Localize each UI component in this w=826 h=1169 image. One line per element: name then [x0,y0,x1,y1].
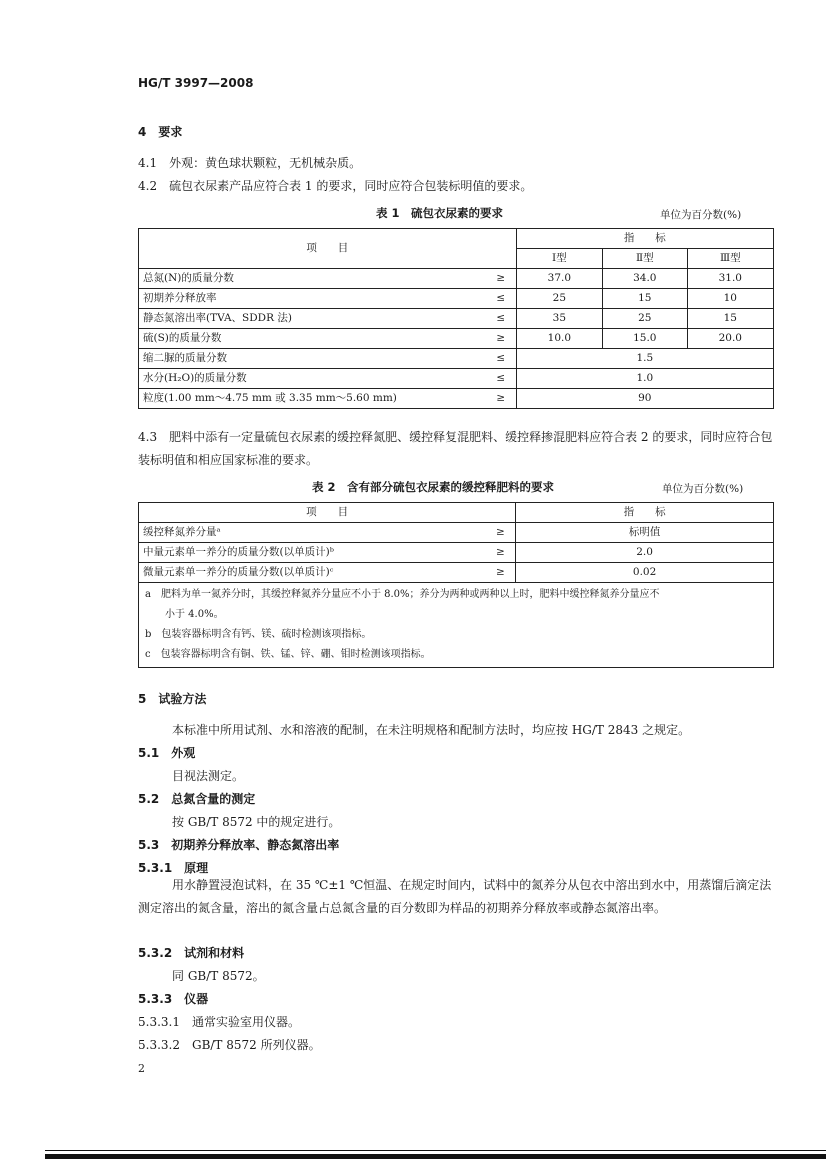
table-row [139,269,774,289]
row-symbol: ≥ [486,389,516,409]
row-symbol: ≥ [485,563,515,583]
section-5-intro: 本标准中所用试剂、水和溶液的配制，在未注明规格和配制方法时，均应按 HG/T 2843 之规定。 [172,723,691,737]
row-value-type2: 25 [603,309,687,329]
row-symbol: ≤ [486,289,516,309]
section-5-heading: 5 试验方法 [138,692,207,706]
row-name: 总氮(N)的质量分数 [139,269,487,289]
row-name: 硫(S)的质量分数 [139,329,487,349]
row-value-type1: 25 [516,289,602,309]
table1-header-type1: Ⅰ型 [516,249,602,269]
row-value: 2.0 [516,543,774,563]
row-symbol: ≥ [486,269,516,289]
bottom-rule-thin [45,1150,826,1151]
table-row [139,563,774,583]
row-value: 1.5 [516,349,773,369]
section-5-3-1-heading: 5.3.1 原理 [138,861,209,875]
table-row [139,523,774,543]
section-5-2-heading: 5.2 总氮含量的测定 [138,792,256,806]
row-value: 1.0 [516,369,773,389]
table2-header-index: 指 标 [516,503,774,523]
row-value-type3: 10 [687,289,773,309]
table1-header-item: 项 目 [139,229,517,269]
page-number: 2 [138,1062,145,1075]
standard-number: HG/T 3997—2008 [138,76,254,90]
row-value-type3: 20.0 [687,329,773,349]
section-5-1-heading: 5.1 外观 [138,746,196,760]
row-name: 中量元素单一养分的质量分数(以单质计)ᵇ [139,543,486,563]
table2-header-item: 项 目 [139,503,516,523]
table1 [138,228,774,409]
row-name: 缓控释氮养分量ᵃ [139,523,486,543]
section-5-3-heading: 5.3 初期养分释放率、静态氮溶出率 [138,838,340,852]
section-5-2-text: 按 GB/T 8572 中的规定进行。 [172,815,341,829]
section-5-3-1-text: 用水静置浸泡试料，在 35 ℃±1 ℃恒温、在规定时间内，试料中的氮养分从包衣中溶出到水中，用蒸馏后滴定法测定溶出的氮含量，溶出的氮含量占总氮含量的百分数即为样品的初期养分释放率或静态氮溶出率。 [138,878,772,915]
clause-4-1: 4.1 外观：黄色球状颗粒，无机械杂质。 [138,156,362,170]
table-row [139,389,774,409]
row-value-type3: 31.0 [687,269,773,289]
table2-note-c: c 包装容器标明含有铜、铁、锰、锌、硼、钼时检测该项指标。 [145,649,431,660]
row-value-type2: 15.0 [603,329,687,349]
section-5-3-3-heading: 5.3.3 仪器 [138,992,209,1006]
bottom-rule-thick [45,1154,826,1159]
row-symbol: ≥ [485,523,515,543]
row-name: 微量元素单一养分的质量分数(以单质计)ᶜ [139,563,486,583]
clause-4-3: 4.3 肥料中添有一定量硫包衣尿素的缓控释氮肥、缓控释复混肥料、缓控释掺混肥料应符合表 2 的要求，同时应符合包装标明值和相应国家标准的要求。 [138,430,773,467]
table2-note-a: a 肥料为单一氮养分时，其缓控释氮养分量应不小于 8.0%；养分为两种或两种以上时，肥料中缓控释氮养分量应不 [145,589,660,600]
row-value-type2: 15 [603,289,687,309]
row-symbol: ≥ [486,329,516,349]
table1-unit: 单位为百分数(%) [660,209,742,221]
table-row [139,349,774,369]
section-5-3-3-2: 5.3.3.2 GB/T 8572 所列仪器。 [138,1038,321,1052]
row-value-type1: 35 [516,309,602,329]
table-row [139,329,774,349]
table1-header-index: 指 标 [516,229,773,249]
row-value: 标明值 [516,523,774,543]
table2 [138,502,774,668]
table2-caption: 表 2 含有部分硫包衣尿素的缓控释肥料的要求 [312,480,555,494]
table1-header-type2: Ⅱ型 [603,249,687,269]
row-value: 90 [516,389,773,409]
row-name: 静态氮溶出率(TVA、SDDR 法) [139,309,487,329]
section-5-1-text: 目视法测定。 [172,769,245,783]
row-symbol: ≤ [486,349,516,369]
row-name: 水分(H₂O)的质量分数 [139,369,487,389]
section-5-3-3-1: 5.3.3.1 通常实验室用仪器。 [138,1015,300,1029]
table1-caption: 表 1 硫包衣尿素的要求 [376,206,504,220]
row-name: 初期养分释放率 [139,289,487,309]
section-5-3-2-heading: 5.3.2 试剂和材料 [138,946,245,960]
table-row [139,309,774,329]
table1-header-type3: Ⅲ型 [687,249,773,269]
table2-note-a-cont: 小于 4.0%。 [145,609,224,620]
row-symbol: ≤ [486,309,516,329]
section-4-heading: 4 要求 [138,125,183,139]
clause-4-2: 4.2 硫包衣尿素产品应符合表 1 的要求，同时应符合包装标明值的要求。 [138,179,533,193]
table2-notes [139,583,774,668]
section-5-3-2-text: 同 GB/T 8572。 [172,969,265,983]
row-value-type1: 37.0 [516,269,602,289]
row-symbol: ≤ [486,369,516,389]
table-row [139,543,774,563]
row-name: 粒度(1.00 mm～4.75 mm 或 3.35 mm～5.60 mm) [139,389,487,409]
table2-unit: 单位为百分数(%) [662,483,744,495]
table-row [139,289,774,309]
row-name: 缩二脲的质量分数 [139,349,487,369]
row-value-type3: 15 [687,309,773,329]
row-value-type1: 10.0 [516,329,602,349]
table2-note-b: b 包装容器标明含有钙、镁、硫时检测该项指标。 [145,629,372,640]
table-row [139,369,774,389]
row-value: 0.02 [516,563,774,583]
row-value-type2: 34.0 [603,269,687,289]
row-symbol: ≥ [485,543,515,563]
